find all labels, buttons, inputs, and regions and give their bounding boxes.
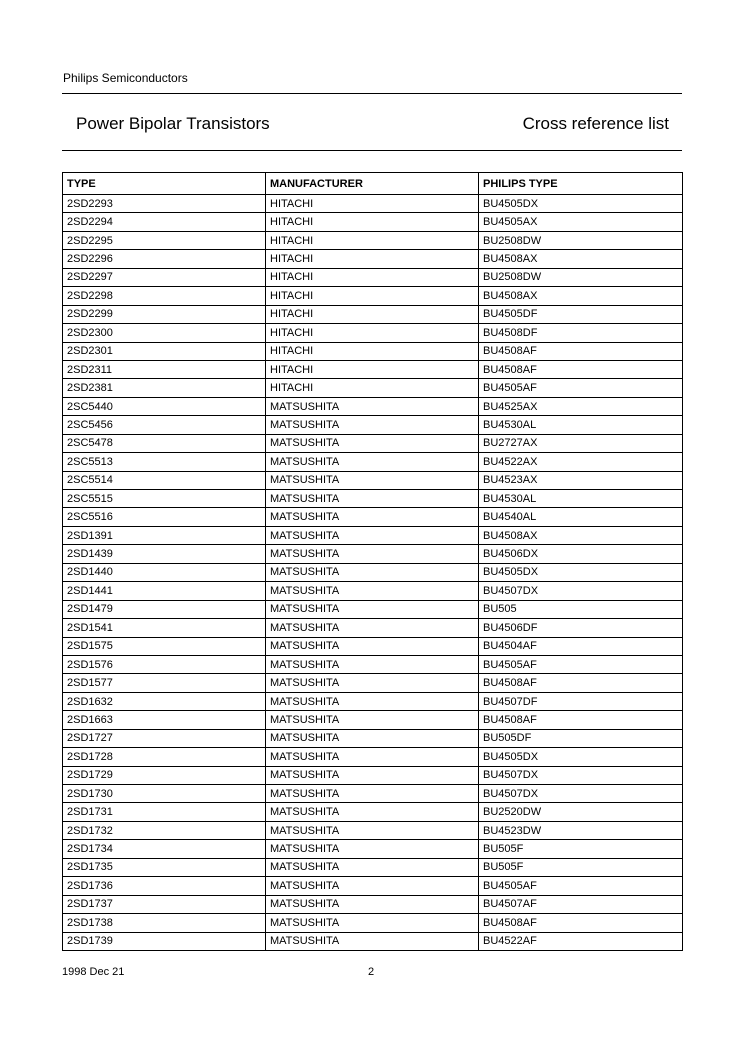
cell-manufacturer: MATSUSHITA <box>266 619 479 637</box>
table-row <box>63 858 683 876</box>
cell-type: 2SD1576 <box>63 655 266 673</box>
cell-manufacturer: MATSUSHITA <box>266 840 479 858</box>
cell-manufacturer: HITACHI <box>266 250 479 268</box>
table-row <box>63 803 683 821</box>
table-row <box>63 324 683 342</box>
cell-type: 2SC5478 <box>63 434 266 452</box>
cell-manufacturer: MATSUSHITA <box>266 655 479 673</box>
cell-type: 2SD1737 <box>63 895 266 913</box>
cell-manufacturer: MATSUSHITA <box>266 821 479 839</box>
cell-manufacturer: MATSUSHITA <box>266 748 479 766</box>
cell-philips-type: BU4505AF <box>479 379 683 397</box>
table-row <box>63 766 683 784</box>
table-row <box>63 379 683 397</box>
cell-type: 2SD1739 <box>63 932 266 950</box>
cell-philips-type: BU4508DF <box>479 324 683 342</box>
table-row <box>63 711 683 729</box>
table-row <box>63 416 683 434</box>
document-subtitle: Cross reference list <box>522 114 669 133</box>
cell-type: 2SD1731 <box>63 803 266 821</box>
column-header-type: TYPE <box>63 173 266 195</box>
table-row <box>63 674 683 692</box>
company-name: Philips Semiconductors <box>63 71 188 85</box>
table-row <box>63 637 683 655</box>
table-row <box>63 342 683 360</box>
cell-type: 2SD1479 <box>63 600 266 618</box>
table-row <box>63 729 683 747</box>
table-row <box>63 287 683 305</box>
cell-manufacturer: MATSUSHITA <box>266 453 479 471</box>
cell-type: 2SD2298 <box>63 287 266 305</box>
cell-manufacturer: MATSUSHITA <box>266 877 479 895</box>
table-row <box>63 508 683 526</box>
table-row <box>63 785 683 803</box>
table-row <box>63 195 683 213</box>
cell-philips-type: BU4540AL <box>479 508 683 526</box>
cell-philips-type: BU2727AX <box>479 434 683 452</box>
cell-philips-type: BU4508AX <box>479 287 683 305</box>
cell-manufacturer: MATSUSHITA <box>266 600 479 618</box>
table-row <box>63 582 683 600</box>
table-row <box>63 840 683 858</box>
cell-manufacturer: MATSUSHITA <box>266 895 479 913</box>
table-body <box>63 195 683 951</box>
cell-philips-type: BU4530AL <box>479 416 683 434</box>
cell-manufacturer: MATSUSHITA <box>266 545 479 563</box>
cell-manufacturer: HITACHI <box>266 213 479 231</box>
cell-philips-type: BU505 <box>479 600 683 618</box>
table-row <box>63 434 683 452</box>
cell-type: 2SD2293 <box>63 195 266 213</box>
cell-philips-type: BU4505AF <box>479 877 683 895</box>
cell-manufacturer: MATSUSHITA <box>266 582 479 600</box>
cell-manufacturer: HITACHI <box>266 231 479 249</box>
cell-type: 2SD1738 <box>63 914 266 932</box>
table-row <box>63 748 683 766</box>
cell-philips-type: BU2508DW <box>479 268 683 286</box>
cell-type: 2SD2301 <box>63 342 266 360</box>
table-row <box>63 619 683 637</box>
cell-type: 2SD1736 <box>63 877 266 895</box>
cell-philips-type: BU4505DX <box>479 563 683 581</box>
header-divider-bottom <box>62 150 682 151</box>
cell-manufacturer: MATSUSHITA <box>266 637 479 655</box>
table-row <box>63 360 683 378</box>
cell-manufacturer: HITACHI <box>266 360 479 378</box>
cell-type: 2SD2297 <box>63 268 266 286</box>
cell-philips-type: BU4508AF <box>479 342 683 360</box>
table-row <box>63 545 683 563</box>
table-row <box>63 932 683 950</box>
cell-philips-type: BU4505AF <box>479 655 683 673</box>
column-header-manufacturer: MANUFACTURER <box>266 173 479 195</box>
cell-manufacturer: HITACHI <box>266 379 479 397</box>
table-row <box>63 877 683 895</box>
cell-philips-type: BU4523DW <box>479 821 683 839</box>
cell-philips-type: BU4505DX <box>479 748 683 766</box>
cell-philips-type: BU4507DX <box>479 582 683 600</box>
cell-type: 2SD2294 <box>63 213 266 231</box>
table-row <box>63 895 683 913</box>
cell-type: 2SD1730 <box>63 785 266 803</box>
cell-philips-type: BU4508AX <box>479 526 683 544</box>
cell-philips-type: BU4505DF <box>479 305 683 323</box>
cell-manufacturer: MATSUSHITA <box>266 729 479 747</box>
cell-manufacturer: HITACHI <box>266 305 479 323</box>
cell-type: 2SC5440 <box>63 397 266 415</box>
cell-manufacturer: MATSUSHITA <box>266 785 479 803</box>
cell-manufacturer: MATSUSHITA <box>266 674 479 692</box>
table-row <box>63 453 683 471</box>
cell-philips-type: BU4506DX <box>479 545 683 563</box>
table-row <box>63 821 683 839</box>
cell-type: 2SD1632 <box>63 692 266 710</box>
cell-type: 2SD2300 <box>63 324 266 342</box>
cell-manufacturer: MATSUSHITA <box>266 471 479 489</box>
table-row <box>63 914 683 932</box>
cell-manufacturer: MATSUSHITA <box>266 563 479 581</box>
cell-philips-type: BU505DF <box>479 729 683 747</box>
cell-philips-type: BU4522AF <box>479 932 683 950</box>
cell-manufacturer: HITACHI <box>266 268 479 286</box>
cell-type: 2SD1728 <box>63 748 266 766</box>
cell-type: 2SD2295 <box>63 231 266 249</box>
table-row <box>63 490 683 508</box>
table-row <box>63 655 683 673</box>
header-divider-top <box>62 93 682 94</box>
cell-type: 2SC5456 <box>63 416 266 434</box>
cell-philips-type: BU2520DW <box>479 803 683 821</box>
cell-manufacturer: MATSUSHITA <box>266 416 479 434</box>
cell-type: 2SD1575 <box>63 637 266 655</box>
cell-philips-type: BU4507DX <box>479 785 683 803</box>
cell-manufacturer: MATSUSHITA <box>266 858 479 876</box>
table-row <box>63 471 683 489</box>
cell-philips-type: BU4507AF <box>479 895 683 913</box>
cell-type: 2SD1439 <box>63 545 266 563</box>
cell-type: 2SD1734 <box>63 840 266 858</box>
cell-manufacturer: MATSUSHITA <box>266 508 479 526</box>
table-row <box>63 213 683 231</box>
cell-type: 2SD2296 <box>63 250 266 268</box>
table-row <box>63 231 683 249</box>
cell-type: 2SD1440 <box>63 563 266 581</box>
cell-philips-type: BU4508AF <box>479 711 683 729</box>
table-row <box>63 600 683 618</box>
cell-manufacturer: MATSUSHITA <box>266 803 479 821</box>
table-row <box>63 250 683 268</box>
cell-manufacturer: HITACHI <box>266 195 479 213</box>
cell-type: 2SD1732 <box>63 821 266 839</box>
table-row <box>63 268 683 286</box>
cell-type: 2SD2299 <box>63 305 266 323</box>
cell-manufacturer: MATSUSHITA <box>266 692 479 710</box>
cell-manufacturer: MATSUSHITA <box>266 711 479 729</box>
cell-philips-type: BU4508AF <box>479 914 683 932</box>
cell-type: 2SD2381 <box>63 379 266 397</box>
page-number: 2 <box>368 966 375 978</box>
cell-philips-type: BU4525AX <box>479 397 683 415</box>
cell-type: 2SC5513 <box>63 453 266 471</box>
cell-manufacturer: HITACHI <box>266 342 479 360</box>
cell-type: 2SD1391 <box>63 526 266 544</box>
cell-philips-type: BU4508AF <box>479 360 683 378</box>
cell-philips-type: BU505F <box>479 840 683 858</box>
table-row <box>63 563 683 581</box>
cell-type: 2SD1541 <box>63 619 266 637</box>
document-title: Power Bipolar Transistors <box>76 114 270 133</box>
cell-philips-type: BU2508DW <box>479 231 683 249</box>
table-row <box>63 305 683 323</box>
cell-philips-type: BU4523AX <box>479 471 683 489</box>
cell-philips-type: BU4505DX <box>479 195 683 213</box>
cell-philips-type: BU4505AX <box>479 213 683 231</box>
cell-manufacturer: MATSUSHITA <box>266 526 479 544</box>
cell-philips-type: BU4507DX <box>479 766 683 784</box>
cell-type: 2SD1577 <box>63 674 266 692</box>
table-row <box>63 692 683 710</box>
cell-type: 2SD1735 <box>63 858 266 876</box>
cell-manufacturer: MATSUSHITA <box>266 397 479 415</box>
cell-manufacturer: MATSUSHITA <box>266 932 479 950</box>
cell-philips-type: BU4507DF <box>479 692 683 710</box>
cell-type: 2SD1441 <box>63 582 266 600</box>
cell-philips-type: BU4506DF <box>479 619 683 637</box>
cell-philips-type: BU4522AX <box>479 453 683 471</box>
cell-type: 2SC5515 <box>63 490 266 508</box>
cell-manufacturer: MATSUSHITA <box>266 766 479 784</box>
cell-manufacturer: MATSUSHITA <box>266 490 479 508</box>
cell-type: 2SD1663 <box>63 711 266 729</box>
cell-philips-type: BU505F <box>479 858 683 876</box>
cell-manufacturer: MATSUSHITA <box>266 914 479 932</box>
cell-manufacturer: HITACHI <box>266 324 479 342</box>
cell-philips-type: BU4508AX <box>479 250 683 268</box>
column-header-philips-type: PHILIPS TYPE <box>479 173 683 195</box>
table-row <box>63 526 683 544</box>
cross-reference-table <box>62 172 683 951</box>
cell-type: 2SC5516 <box>63 508 266 526</box>
table-header-row <box>63 173 683 195</box>
footer-date: 1998 Dec 21 <box>62 966 125 978</box>
cell-manufacturer: MATSUSHITA <box>266 434 479 452</box>
cell-philips-type: BU4530AL <box>479 490 683 508</box>
cell-philips-type: BU4504AF <box>479 637 683 655</box>
cell-type: 2SD1729 <box>63 766 266 784</box>
cell-philips-type: BU4508AF <box>479 674 683 692</box>
cell-manufacturer: HITACHI <box>266 287 479 305</box>
table-row <box>63 397 683 415</box>
cell-type: 2SD1727 <box>63 729 266 747</box>
cell-type: 2SC5514 <box>63 471 266 489</box>
cell-type: 2SD2311 <box>63 360 266 378</box>
